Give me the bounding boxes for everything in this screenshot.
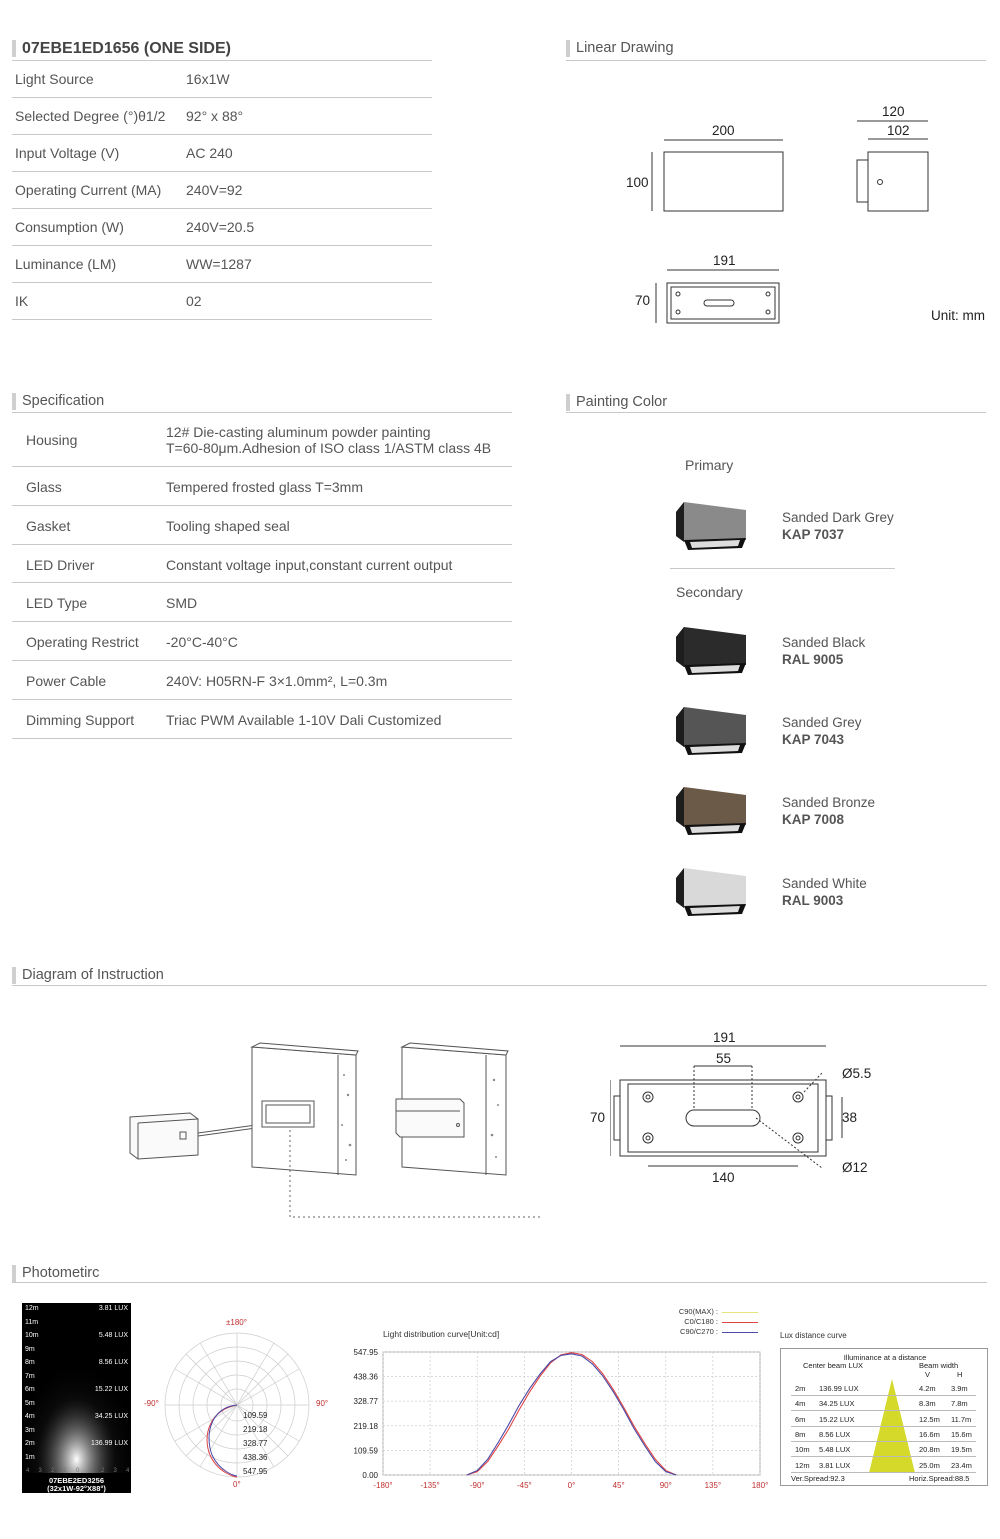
param-row: [12, 246, 432, 283]
polar-ring-value: 109.59: [243, 1411, 268, 1420]
polar-right-label: 90°: [316, 1399, 329, 1408]
linear-drawing-rule: [566, 60, 986, 61]
ld-h: 7.8m: [951, 1399, 968, 1409]
lux-caption-2: (32x1W-92°X88°): [47, 1484, 106, 1493]
lux-value-label: 34.25 LUX: [94, 1413, 128, 1420]
param-row: [12, 172, 432, 209]
lux-distance-label: 5m: [25, 1399, 35, 1407]
wall-left: [252, 1047, 356, 1175]
spec-key: Glass: [26, 479, 62, 495]
y-tick-label: 328.77: [353, 1397, 378, 1407]
instruction-title: Diagram of Instruction: [12, 967, 164, 984]
ld-v: 25.0m: [919, 1460, 940, 1470]
ld-h: 11.7m: [951, 1414, 972, 1424]
lux-scale-tick: 1: [88, 1468, 92, 1474]
param-key: Light Source: [15, 71, 94, 87]
color-label: [782, 714, 862, 748]
spec-row: [12, 506, 512, 545]
lux-scale-tick: 1: [63, 1468, 67, 1474]
ld-h: 23.4m: [951, 1460, 972, 1470]
legend-label: C90(MAX) :: [678, 1307, 718, 1316]
lux-panel: [22, 1303, 131, 1493]
x-tick-label: -135°: [420, 1481, 440, 1490]
x-tick-label: 135°: [704, 1481, 722, 1490]
color-code: RAL 9003: [782, 893, 844, 908]
legend-label: C0/C180 :: [684, 1317, 718, 1326]
color-name: Sanded Black: [782, 635, 866, 650]
ld-lux: 34.25 LUX: [819, 1399, 855, 1409]
ld-header-center: Center beam LUX: [803, 1361, 864, 1370]
param-key: IK: [15, 293, 29, 309]
painting-rule: [566, 412, 986, 413]
photometric-rule: [12, 1282, 987, 1283]
dim-width: 200: [712, 123, 735, 138]
ld-v: 4.2m: [919, 1384, 936, 1393]
color-code: KAP 7037: [782, 527, 845, 542]
color-swatch: [670, 500, 750, 556]
lux-distance-label: 11m: [25, 1318, 39, 1326]
ld-h: 19.5m: [951, 1445, 972, 1455]
primary-label: Primary: [685, 457, 734, 473]
color-swatch: [670, 705, 750, 761]
dim-bottom-width: 191: [713, 253, 736, 268]
legend-swatch: [722, 1332, 758, 1333]
x-tick-label: 180°: [751, 1481, 769, 1490]
ld-distance: 4m: [795, 1399, 806, 1409]
x-tick-label: -45°: [516, 1481, 532, 1490]
ld-lux: 8.56 LUX: [819, 1429, 851, 1439]
y-tick-label: 219.18: [353, 1421, 378, 1431]
param-key: Operating Current (MA): [15, 182, 162, 198]
legend-swatch: [722, 1312, 758, 1313]
lux-distance-label: 3m: [25, 1426, 35, 1434]
ld-v: 8.3m: [919, 1399, 936, 1409]
ld-header-h: H: [957, 1370, 963, 1379]
spec-value-line1: Tooling shaped seal: [166, 518, 290, 534]
x-tick-label: 45°: [612, 1481, 625, 1490]
spec-row: [12, 700, 512, 739]
polar-top-label: ±180°: [226, 1318, 247, 1327]
secondary-label: Secondary: [676, 584, 743, 600]
x-tick-label: 0°: [567, 1481, 576, 1490]
spec-value-line1: 240V: H05RN-F 3×1.0mm², L=0.3m: [166, 673, 388, 689]
fixture-mounted: [396, 1099, 464, 1137]
color-name: Sanded Grey: [782, 715, 862, 730]
color-code: KAP 7043: [782, 732, 845, 747]
ld-h: 3.9m: [951, 1384, 968, 1393]
ld-v: 16.6m: [919, 1429, 940, 1439]
ld-distance: 12m: [795, 1460, 810, 1470]
param-key: Input Voltage (V): [15, 145, 120, 161]
ld-row: [791, 1442, 976, 1457]
spec-key: Gasket: [26, 518, 71, 534]
spec-value-line2: T=60-80μm.Adhesion of ISO class 1/ASTM class 4B: [166, 440, 492, 456]
x-tick-label: -180°: [373, 1481, 393, 1490]
color-label: [782, 875, 867, 909]
lux-distance-label: 4m: [25, 1413, 35, 1420]
polar-left-label: -90°: [144, 1399, 159, 1408]
dim-bottom-depth: 70: [635, 293, 651, 308]
lux-scale-tick: 3: [38, 1468, 42, 1474]
unit-label: Unit: mm: [931, 308, 985, 323]
curve-title: Light distribution curve[Unit:cd]: [383, 1329, 500, 1339]
mounting-plate-drawing: [610, 1040, 870, 1190]
spec-row: [12, 622, 512, 661]
ld-distance: 8m: [795, 1429, 806, 1439]
lux-scale-tick: 2: [101, 1468, 105, 1474]
param-row: [12, 209, 432, 246]
color-label: [782, 794, 875, 828]
polar-ring-value: 438.36: [243, 1453, 268, 1462]
ld-lux: 3.81 LUX: [819, 1460, 851, 1470]
color-name: Sanded Dark Grey: [782, 510, 894, 525]
spec-key: Operating Restrict: [26, 634, 139, 650]
param-key: Consumption (W): [15, 219, 124, 235]
spec-row: [12, 413, 512, 467]
spec-key: LED Driver: [26, 557, 95, 573]
ld-v: 12.5m: [919, 1414, 940, 1424]
color-label: [782, 634, 865, 668]
lux-distance-table: [780, 1348, 988, 1486]
x-tick-label: -90°: [469, 1481, 485, 1490]
spec-row: [12, 583, 512, 622]
param-row: [12, 135, 432, 172]
plate-dim-slot: 55: [716, 1051, 732, 1066]
painting-title: Painting Color: [566, 394, 667, 411]
side-view: [868, 152, 928, 211]
ld-lux: 15.22 LUX: [819, 1414, 855, 1424]
installation-diagram: [120, 1035, 540, 1225]
lux-value-label: 136.99 LUX: [91, 1440, 128, 1447]
ld-row: [791, 1458, 976, 1473]
lux-scale-tick: 2: [51, 1468, 55, 1474]
polar-bottom-label: 0°: [233, 1480, 241, 1489]
lux-value-label: 15.22 LUX: [94, 1386, 128, 1393]
lux-distance-label: 9m: [25, 1345, 35, 1353]
y-tick-label: 109.59: [353, 1446, 378, 1456]
spec-row: [12, 467, 512, 506]
lux-scale-tick: 4: [126, 1468, 130, 1474]
color-swatch: [670, 866, 750, 922]
lux-scale-tick: 4: [26, 1468, 30, 1474]
ld-header-beam: Beam width: [919, 1361, 959, 1370]
y-tick-label: 438.36: [353, 1372, 378, 1382]
specification-title: Specification: [12, 393, 104, 410]
ld-row: [791, 1396, 976, 1411]
param-value: 92° x 88°: [186, 108, 244, 124]
ld-hor-spread: Horiz.Spread:88.5: [909, 1474, 970, 1483]
polar-ring-value: 328.77: [243, 1439, 268, 1448]
lux-caption-1: 07EBE2ED3256: [48, 1476, 105, 1485]
dim-depth-total: 120: [882, 104, 905, 119]
ld-v: 20.8m: [919, 1445, 940, 1455]
lux-scale-tick: 3: [113, 1468, 117, 1474]
lux-distance-label: 2m: [25, 1440, 35, 1447]
param-value: 16x1W: [186, 71, 230, 87]
lux-value-label: 3.81 LUX: [98, 1305, 128, 1312]
ld-row: [791, 1427, 976, 1442]
param-value: 02: [186, 293, 202, 309]
spec-value-line1: SMD: [166, 595, 198, 611]
param-key: Luminance (LM): [15, 256, 117, 272]
param-value: 240V=92: [186, 182, 243, 198]
spec-value-line1: Triac PWM Available 1-10V Dali Customized: [166, 712, 442, 728]
ld-ver-spread: Ver.Spread:92.3: [791, 1474, 845, 1483]
lux-distance-title: Lux distance curve: [780, 1331, 847, 1340]
lux-distance-label: 1m: [25, 1453, 35, 1461]
front-view: [664, 152, 783, 211]
spec-value-line1: 12# Die-casting aluminum powder painting: [166, 424, 431, 440]
polar-diagram: [140, 1315, 340, 1495]
plate-slot: [686, 1110, 760, 1126]
spec-row: [12, 661, 512, 700]
ld-row: [791, 1412, 976, 1427]
color-code: RAL 9005: [782, 652, 844, 667]
ld-distance: 10m: [795, 1445, 810, 1455]
spec-row: [12, 545, 512, 583]
ld-lux: 5.48 LUX: [819, 1445, 851, 1455]
y-tick-label: 0.00: [362, 1471, 378, 1480]
color-swatch: [670, 785, 750, 841]
plate-dim-hole-small: Ø5.5: [842, 1066, 872, 1081]
linear-drawing-title: Linear Drawing: [566, 40, 674, 57]
lux-distance-label: 10m: [25, 1332, 39, 1339]
lux-distance-label: 7m: [25, 1372, 35, 1380]
ld-row: [791, 1381, 976, 1396]
light-distribution-chart: [340, 1340, 770, 1495]
spec-key: Housing: [26, 432, 78, 448]
instruction-rule: [12, 985, 987, 986]
product-title: 07EBE1ED1656 (ONE SIDE): [12, 40, 231, 57]
legend-label: C90/C270 :: [680, 1327, 718, 1336]
spec-value-line1: Constant voltage input,constant current output: [166, 557, 453, 573]
primary-divider: [670, 568, 895, 569]
lux-distance-label: 6m: [25, 1386, 35, 1393]
plate-dim-hole-large: Ø12: [842, 1160, 868, 1175]
plate-outline: [620, 1080, 826, 1156]
ld-lux: 136.99 LUX: [819, 1384, 859, 1393]
legend-swatch: [722, 1322, 758, 1323]
polar-ring-value: 547.95: [243, 1467, 268, 1476]
photometric-title: Photometirc: [12, 1265, 99, 1282]
param-value: 240V=20.5: [186, 219, 255, 235]
x-tick-label: 90°: [659, 1481, 672, 1490]
bottom-view: [667, 283, 779, 323]
lux-distance-label: 8m: [25, 1359, 35, 1366]
plate-dim-height: 70: [590, 1110, 606, 1125]
spec-key: LED Type: [26, 595, 88, 611]
param-row: [12, 98, 432, 135]
ld-header-v: V: [925, 1370, 931, 1379]
spec-value-line1: -20°C-40°C: [166, 634, 238, 650]
dim-depth: 102: [887, 123, 910, 138]
ld-header-1: Illuminance at a distance: [843, 1353, 927, 1362]
lux-value-label: 8.56 LUX: [98, 1359, 128, 1366]
ld-distance: 6m: [795, 1414, 806, 1424]
lux-distance-label: 12m: [25, 1305, 39, 1312]
ld-h: 15.6m: [951, 1429, 972, 1439]
plate-dim-spacing: 38: [842, 1110, 858, 1125]
spec-key: Dimming Support: [26, 712, 135, 728]
lux-scale-tick: 0: [76, 1468, 80, 1474]
param-row: [12, 61, 432, 98]
color-label: [782, 509, 894, 543]
plate-dim-pitch: 140: [712, 1170, 735, 1185]
param-row: [12, 283, 432, 320]
color-swatch: [670, 625, 750, 681]
spec-key: Power Cable: [26, 673, 107, 689]
param-value: WW=1287: [186, 256, 252, 272]
param-value: AC 240: [186, 145, 233, 161]
y-tick-label: 547.95: [353, 1348, 378, 1357]
param-key: Selected Degree (°)θ1/2: [15, 108, 166, 124]
color-name: Sanded Bronze: [782, 795, 876, 810]
plate-dim-width: 191: [713, 1030, 736, 1045]
polar-ring-value: 219.18: [243, 1425, 268, 1434]
dim-height: 100: [626, 175, 649, 190]
lux-value-label: 5.48 LUX: [98, 1332, 128, 1339]
ld-distance: 2m: [795, 1384, 806, 1393]
color-name: Sanded White: [782, 876, 867, 891]
color-code: KAP 7008: [782, 812, 845, 827]
spec-value-line1: Tempered frosted glass T=3mm: [166, 479, 363, 495]
